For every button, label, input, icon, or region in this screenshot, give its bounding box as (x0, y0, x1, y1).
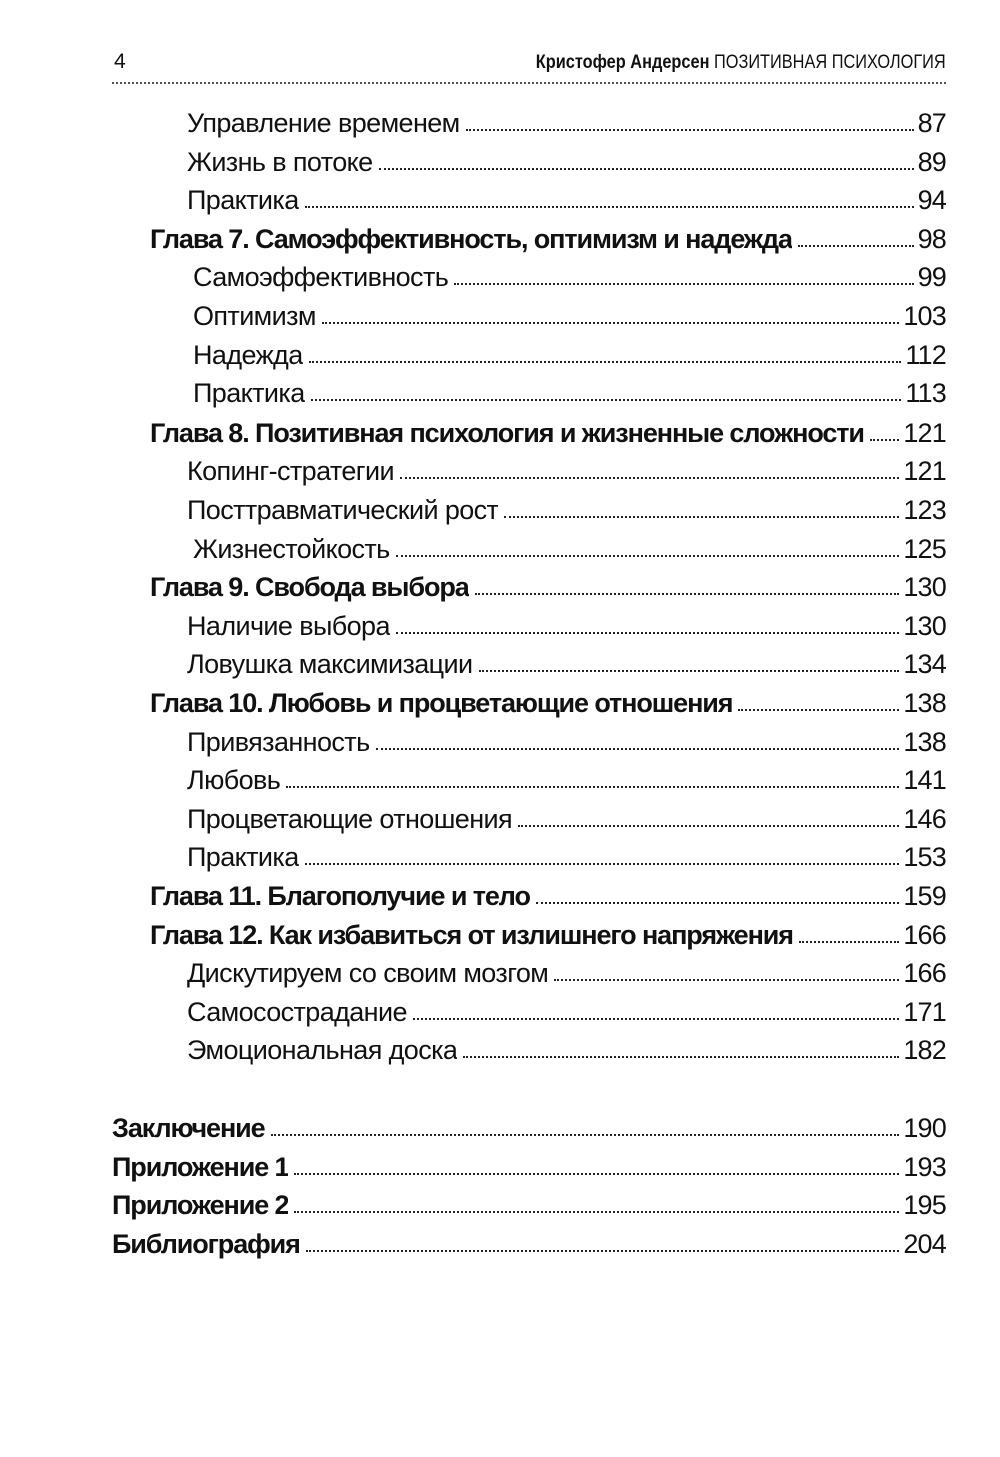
toc-entry-title: Наличие выбора (187, 611, 390, 641)
toc-section-page: 204 (903, 1229, 946, 1259)
toc-entry-title: Самоэффективность (193, 262, 449, 292)
toc-entry-title: Посттравматический рост (187, 495, 499, 525)
toc-chapter-page: 130 (903, 572, 946, 602)
toc-entry-title: Копинг-стратегии (187, 456, 394, 486)
toc-section-title: Библиография (112, 1229, 300, 1259)
toc-section-page: 193 (903, 1152, 946, 1182)
toc-entry (187, 487, 946, 525)
toc-entry-page: 171 (903, 997, 946, 1027)
toc-entry-page: 123 (903, 495, 946, 525)
toc-entry-title: Жизнестойкость (193, 534, 390, 564)
dot-leader (475, 593, 900, 595)
toc-chapter (150, 912, 946, 950)
dot-leader (294, 1173, 899, 1175)
toc-chapter-title: Глава 7. Самоэффективность, оптимизм и надежда (150, 224, 792, 254)
toc-entry-title: Практика (193, 378, 305, 408)
dot-leader (309, 361, 902, 363)
toc-entry-title: Эмоциональная доска (187, 1035, 458, 1065)
toc-entry (187, 641, 946, 679)
dot-leader (466, 129, 914, 131)
toc-entry-page: 113 (905, 378, 946, 408)
toc-section-title: Приложение 1 (112, 1152, 289, 1182)
toc-chapter-page: 159 (903, 881, 946, 911)
toc-entry-title: Практика (187, 842, 299, 872)
dot-leader (463, 1056, 899, 1058)
toc-entry (187, 950, 946, 988)
toc-entry-page: 138 (903, 727, 946, 757)
dot-leader (379, 168, 914, 170)
dot-leader (306, 1250, 900, 1252)
toc-entry-page: 89 (917, 147, 946, 177)
toc-chapter (150, 873, 946, 911)
toc-chapter-title: Глава 10. Любовь и процветающие отношения (150, 688, 733, 718)
dot-leader (396, 632, 899, 634)
toc-chapter (150, 564, 946, 602)
toc-entry-page: 99 (917, 262, 946, 292)
dot-leader (322, 322, 899, 324)
toc-entry-title: Привязанность (187, 727, 370, 757)
toc-section-page: 195 (903, 1190, 946, 1220)
dot-leader (305, 206, 914, 208)
toc-chapter (150, 680, 946, 718)
toc-entry-page: 94 (917, 185, 946, 215)
toc-entry-page: 146 (903, 804, 946, 834)
toc-entry (193, 293, 946, 331)
toc-chapter-page: 166 (903, 920, 946, 950)
toc-entry (187, 139, 946, 177)
dot-leader (536, 902, 899, 904)
dot-leader (400, 477, 899, 479)
toc-section-title: Приложение 2 (112, 1190, 289, 1220)
toc-chapter-title: Глава 8. Позитивная психология и жизненные сложности (150, 418, 864, 448)
toc-chapter-title: Глава 9. Свобода выбора (150, 572, 469, 602)
toc-section (112, 1105, 946, 1143)
toc-section (112, 1221, 946, 1259)
toc-entry (187, 796, 946, 834)
toc-section (112, 1144, 946, 1182)
toc-section-title: Заключение (112, 1113, 265, 1143)
toc-entry (187, 757, 946, 795)
toc-entry-page: 182 (903, 1035, 946, 1065)
toc-entry-page: 153 (903, 842, 946, 872)
dot-leader (518, 825, 899, 827)
toc-entry-title: Надежда (193, 340, 303, 370)
toc-entry-page: 130 (903, 611, 946, 641)
toc-entry-title: Практика (187, 185, 299, 215)
toc-chapter-title: Глава 12. Как избавиться от излишнего напряжения (150, 920, 793, 950)
toc-entry-title: Управление временем (187, 108, 460, 138)
toc-entry-title: Самосострадание (187, 997, 407, 1027)
toc-entry-page: 103 (903, 301, 946, 331)
toc-entry-title: Процветающие отношения (187, 804, 513, 834)
toc-entry (187, 100, 946, 138)
toc-entry-page: 125 (903, 534, 946, 564)
toc-chapter-page: 98 (917, 224, 946, 254)
dot-leader (396, 555, 900, 557)
dot-leader (271, 1134, 900, 1136)
toc-chapter (150, 410, 946, 448)
toc-entry-page: 112 (905, 340, 946, 370)
toc-entry (187, 1027, 946, 1065)
toc-entry-page: 121 (903, 456, 946, 486)
page-number: 4 (114, 50, 127, 73)
toc-chapter (150, 216, 946, 254)
toc-entry-page: 134 (903, 649, 946, 679)
running-head-book-title: ПОЗИТИВНАЯ ПСИХОЛОГИЯ (714, 52, 946, 73)
dot-leader (799, 941, 899, 943)
toc-entry-title: Дискутируем со своим мозгом (187, 958, 549, 988)
dot-leader (798, 245, 914, 247)
dot-leader (305, 863, 900, 865)
toc-entry-title: Ловушка максимизации (187, 649, 473, 679)
dot-leader (311, 399, 902, 401)
toc-entry (187, 448, 946, 486)
dot-leader (454, 283, 913, 285)
dot-leader (554, 979, 899, 981)
toc-entry-page: 141 (903, 765, 946, 795)
dot-leader (870, 439, 899, 441)
dot-leader (294, 1211, 899, 1213)
running-head-author: Кристофер Андерсен (536, 52, 710, 73)
toc-entry-page: 166 (903, 958, 946, 988)
dot-leader (376, 748, 900, 750)
dot-leader (479, 670, 900, 672)
dot-leader (504, 516, 899, 518)
toc-chapter-page: 138 (903, 688, 946, 718)
toc-entry-page: 87 (917, 108, 946, 138)
toc-entry (187, 719, 946, 757)
toc-chapter-title: Глава 11. Благополучие и тело (150, 881, 530, 911)
toc-entry-title: Жизнь в потоке (187, 147, 373, 177)
toc-entry (193, 254, 946, 292)
toc-entry (187, 603, 946, 641)
toc-entry-title: Оптимизм (193, 301, 316, 331)
toc-entry (187, 834, 946, 872)
toc-chapter-page: 121 (903, 418, 946, 448)
toc-entry (193, 370, 946, 408)
toc-section (112, 1182, 946, 1220)
dot-leader (738, 709, 899, 711)
toc-entry-title: Любовь (187, 765, 281, 795)
dot-leader (413, 1018, 899, 1020)
toc-entry (187, 989, 946, 1027)
toc-entry (193, 332, 946, 370)
toc-section-page: 190 (903, 1113, 946, 1143)
dot-leader (286, 786, 899, 788)
toc-entry (187, 177, 946, 215)
toc-entry (193, 526, 946, 564)
